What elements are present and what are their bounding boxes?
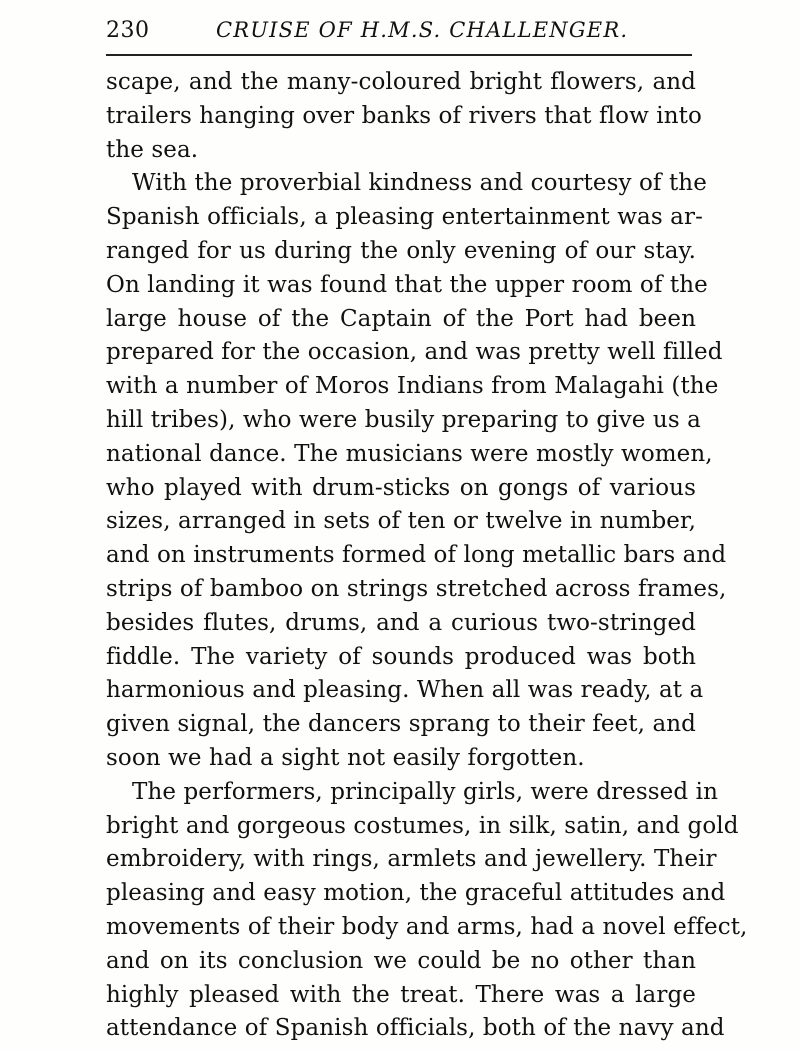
text-line: soon we had a sight not easily forgotten. [106, 744, 585, 771]
body-text [106, 66, 748, 1046]
paragraph-2 [106, 167, 727, 775]
text-line: with a number of Moros Indians from Malagahi (the [106, 373, 719, 400]
text-line: Spanish officials, a pleasing entertainment was ar- [106, 204, 703, 231]
text-line: strips of bamboo on strings stretched across frames, [106, 575, 727, 602]
text-line: attendance of Spanish officials, both of the navy and [106, 1015, 725, 1042]
text-line: given signal, the dancers sprang to their feet, and [106, 711, 696, 738]
text-line: sizes, arranged in sets of ten or twelve in number, [106, 508, 696, 535]
text-line: and on its conclusion we could be no other than [106, 947, 696, 974]
text-line: prepared for the occasion, and was pretty well filled [106, 339, 723, 366]
text-line: scape, and the many-coloured bright flowers, and [106, 69, 696, 95]
text-line: trailers hanging over banks of rivers that flow into [106, 102, 702, 129]
text-line: national dance. The musicians were mostly women, [106, 440, 713, 467]
text-line: With the proverbial kindness and courtesy of the [132, 170, 707, 197]
text-line: The performers, principally girls, were dressed in [132, 778, 718, 805]
text-line: who played with drum-sticks on gongs of various [106, 474, 696, 501]
text-line: pleasing and easy motion, the graceful attitudes and [106, 880, 726, 907]
text-line: movements of their body and arms, had a novel effect, [106, 913, 748, 940]
running-title: CRUISE OF H.M.S. CHALLENGER. [216, 18, 629, 42]
text-line: besides flutes, drums, and a curious two-stringed [106, 609, 696, 636]
text-line: highly pleased with the treat. There was a large [106, 981, 696, 1008]
text-line: On landing it was found that the upper room of the [106, 271, 708, 298]
page-number: 230 [106, 18, 150, 43]
running-head [106, 18, 692, 52]
header-rule [106, 54, 692, 56]
text-line: large house of the Captain of the Port had been [106, 305, 696, 332]
text-line: bright and gorgeous costumes, in silk, satin, and gold [106, 812, 739, 839]
text-line: fiddle. The variety of sounds produced was both [106, 643, 696, 670]
text-line: the sea. [106, 136, 199, 163]
text-line: ranged for us during the only evening of our stay. [106, 237, 696, 264]
text-line: and on instruments formed of long metallic bars and [106, 542, 727, 569]
text-line: harmonious and pleasing. When all was ready, at a [106, 677, 704, 704]
text-line: embroidery, with rings, armlets and jewellery. Their [106, 846, 717, 873]
paragraph-1 [106, 66, 702, 167]
text-line: hill tribes), who were busily preparing to give us a [106, 406, 701, 433]
paragraph-3 [106, 776, 748, 1046]
